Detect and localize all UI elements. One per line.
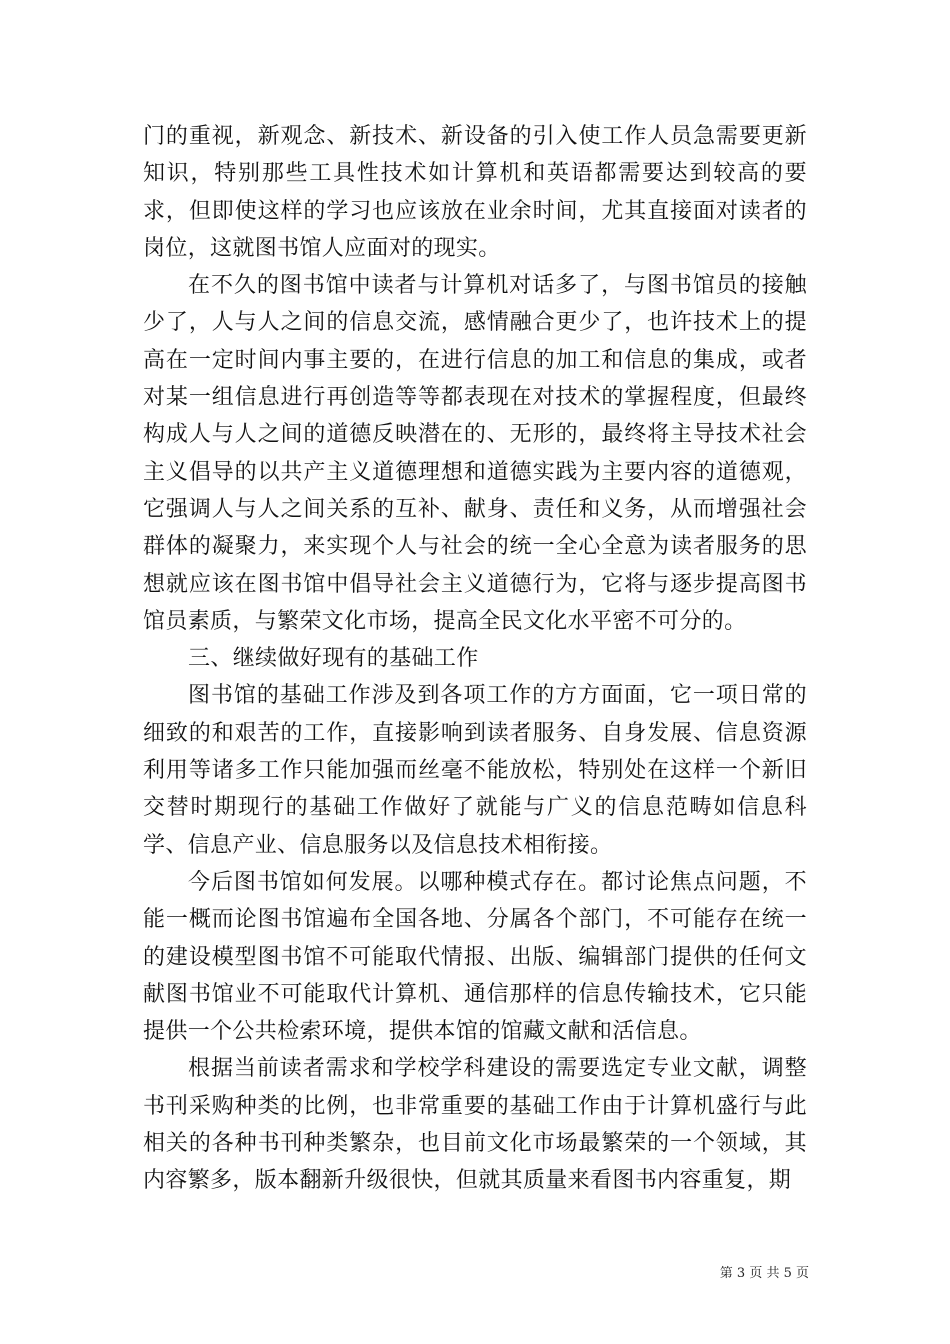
page-number-footer: 第 3 页 共 5 页 (719, 1266, 809, 1281)
paragraph-future-development: 今后图书馆如何发展。以哪种模式存在。都讨论焦点问题，不能一概而论图书馆遍布全国各地、分属各个部门，不可能存在统一的建设模型图书馆不可能取代情报、出版、编辑部门提供的任何文献图书馆业不可能取代计算机、通信那样的信息传输技术，它只能提供一个公共检索环境，提供本馆的馆藏文献和活信息。 (143, 869, 807, 1045)
section-heading: 三、继续做好现有的基础工作 (188, 646, 479, 672)
paragraph-basic-work: 图书馆的基础工作涉及到各项工作的方方面面，它一项日常的细致的和艰苦的工作，直接影响到读者服务、自身发展、信息资源利用等诸多工作只能加强而丝毫不能放松，特别处在这样一个新旧交替时期现行的基础工作做好了就能与广义的信息范畴如信息科学、信息产业、信息服务以及信息技术相衔接。 (143, 683, 807, 858)
paragraph-library-ethics: 在不久的图书馆中读者与计算机对话多了，与图书馆员的接触少了，人与人之间的信息交流，感情融合更少了，也许技术上的提高在一定时间内事主要的，在进行信息的加工和信息的集成，或者对某一组信息进行再创造等等都表现在对技术的掌握程度，但最终构成人与人之间的道德反映潜在的、无形的，最终将主导技术社会主义倡导的以共产主义道德理想和道德实践为主要内容的道德观，它强调人与人之间关系的互补、献身、责任和义务，从而增强社会群体的凝聚力，来实现个人与社会的统一全心全意为读者服务的思想就应该在图书馆中倡导社会主义道德行为，它将与逐步提高图书馆员素质，与繁荣文化市场，提高全民文化水平密不可分的。 (143, 273, 807, 634)
paragraph-collection-selection: 根据当前读者需求和学校学科建设的需要选定专业文献，调整书刊采购种类的比例，也非常重要的基础工作由于计算机盛行与此相关的各种书刊种类繁杂，也目前文化市场最繁荣的一个领域，其内容繁多，版本翻新升级很快，但就其质量来看图书内容重复，期 (143, 1056, 807, 1194)
paragraph-continuation: 门的重视，新观念、新技术、新设备的引入使工作人员急需要更新知识，特别那些工具性技术如计算机和英语都需要达到较高的要求，但即使这样的学习也应该放在业余时间，尤其直接面对读者的岗位，这就图书馆人应面对的现实。 (143, 124, 807, 261)
document-body (143, 118, 807, 1200)
